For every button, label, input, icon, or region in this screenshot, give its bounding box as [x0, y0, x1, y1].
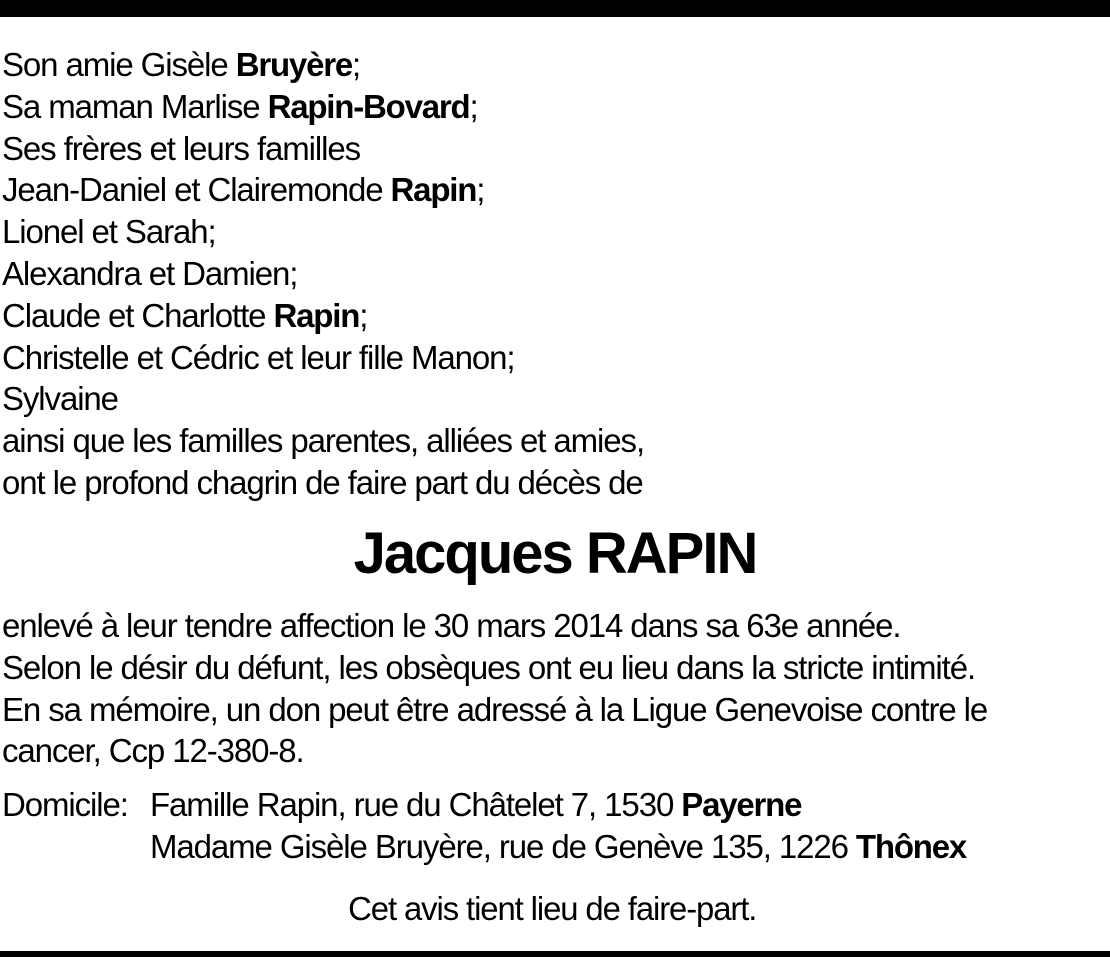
family-line: [2, 211, 644, 253]
domicile-address: [150, 784, 801, 826]
family-line: [2, 420, 644, 462]
address-city: Thônex: [855, 828, 967, 865]
family-line: [2, 462, 644, 504]
family-text: Sa maman Marlise: [2, 87, 268, 125]
family-line: [2, 128, 644, 170]
family-text: Claude et Charlotte: [2, 296, 274, 334]
family-line: [2, 337, 644, 379]
family-text: Son amie Gisèle: [2, 46, 236, 83]
address-text: Famille Rapin, rue du Châtelet 7, 1530: [150, 786, 682, 823]
announcement-line: cancer, Ccp 12-380-8.: [2, 732, 304, 770]
family-line: [2, 44, 644, 86]
announcement-text: [2, 605, 987, 772]
family-line: [2, 86, 644, 128]
family-surname: Rapin: [273, 296, 360, 334]
closing-note: Cet avis tient lieu de faire-part.: [348, 890, 757, 927]
address-text: Madame Gisèle Bruyère, rue de Genève 135, 1226: [150, 828, 856, 865]
family-punct: ;: [469, 87, 478, 125]
family-line: [2, 169, 644, 211]
announcement-line: enlevé à leur tendre affection le 30 mars 2014 dans sa 63e année.: [2, 607, 901, 644]
address-city: Payerne: [681, 786, 802, 823]
family-punct: ;: [359, 296, 368, 334]
family-line: [2, 378, 644, 420]
family-text: Lionel et Sarah;: [2, 213, 216, 251]
family-punct: ;: [476, 171, 485, 209]
family-surname: Bruyère: [235, 46, 353, 83]
family-text: ont le profond chagrin de faire part du décès de: [2, 463, 643, 501]
deceased-name: Jacques RAPIN: [353, 521, 757, 586]
family-text: Sylvaine: [2, 380, 118, 418]
family-text: Alexandra et Damien;: [2, 254, 298, 292]
family-text: ainsi que les familles parentes, alliées et amies,: [2, 422, 645, 460]
family-text: Jean-Daniel et Clairemonde: [2, 171, 391, 209]
family-surname: Rapin: [390, 171, 477, 209]
family-surname: Rapin-Bovard: [267, 87, 470, 125]
family-line: [2, 253, 644, 295]
domicile-address: [150, 826, 966, 868]
family-punct: ;: [352, 46, 361, 83]
bottom-rule: [0, 951, 1110, 957]
announcement-line: En sa mémoire, un don peut être adressé à la Ligue Genevoise contre le: [2, 690, 988, 728]
family-text: Ses frères et leurs familles: [2, 129, 360, 167]
domicile-label: Domicile:: [2, 786, 128, 823]
top-rule: [0, 0, 1110, 17]
announcement-line: Selon le désir du défunt, les obsèques ont eu lieu dans la stricte intimité.: [2, 648, 976, 686]
family-line: [2, 295, 644, 337]
family-text: Christelle et Cédric et leur fille Manon;: [2, 338, 515, 376]
family-list: [2, 44, 644, 504]
